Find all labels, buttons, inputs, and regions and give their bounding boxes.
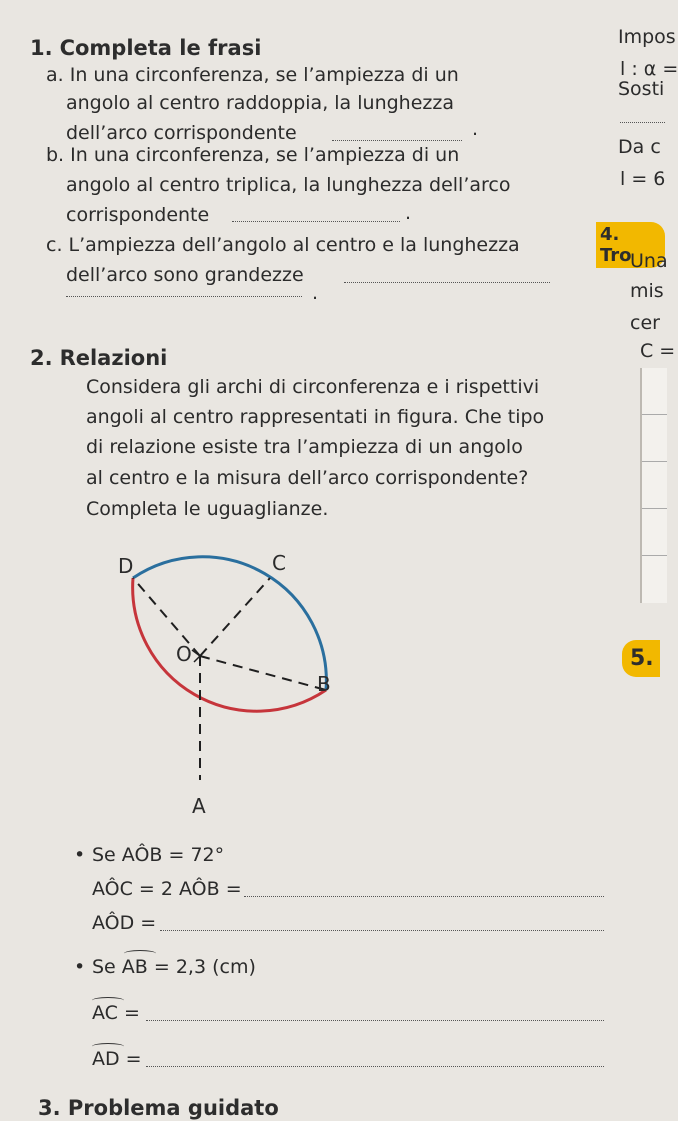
ex1-b-line1: b. In una circonferenza, se l’ampiezza di un [46, 144, 460, 166]
side-text-9: C = [640, 340, 676, 362]
circle-arcs-figure [90, 550, 390, 820]
figure-label-o: O [176, 642, 192, 666]
ex1-b-line3: corrispondente [66, 204, 210, 226]
given-angle-aob: Se AÔB = 72° [92, 844, 225, 866]
ex1-c-period: . [312, 282, 319, 304]
equation-aod: AÔD = [92, 912, 157, 934]
exercise-5-badge: 5. [622, 640, 660, 677]
arc-ad-overline [92, 1043, 124, 1050]
exercise-3-title: Problema guidato [67, 1096, 279, 1120]
side-text-5: l = 6 [620, 168, 666, 190]
ex1-c-line1: c. L’ampiezza dell’angolo al centro e la lunghezza [46, 234, 520, 256]
ex1-b-period: . [405, 202, 412, 224]
radius-oc [200, 578, 270, 656]
arc-db [133, 557, 326, 690]
given-arc-ab [92, 958, 256, 977]
equation-aod-blank[interactable] [160, 930, 604, 931]
ex1-a-period: . [472, 118, 479, 140]
side-text-4: Da c [618, 136, 661, 158]
ex1-a-line2: angolo al centro raddoppia, la lunghezza [66, 92, 454, 114]
ex1-c-answer-blank-2[interactable] [66, 296, 302, 297]
bullet-2: • [74, 956, 86, 978]
given-arc-suffix: = 2,3 (cm) [147, 956, 256, 978]
ex1-b-line2: angolo al centro triplica, la lunghezza dell’arco [66, 174, 511, 196]
arc-ac-symbol: AC [92, 1002, 118, 1024]
ex2-paragraph-5: Completa le uguaglianze. [86, 498, 329, 520]
exercise-3-heading [38, 1096, 279, 1120]
exercise-2-title: Relazioni [59, 346, 168, 370]
bullet-1: • [74, 844, 86, 866]
exercise-1-number: 1. [30, 36, 53, 60]
exercise-2-number: 2. [30, 346, 53, 370]
ex1-c-answer-blank-1[interactable] [344, 282, 550, 283]
side-text-7: mis [630, 280, 664, 302]
figure-label-a: A [192, 794, 206, 818]
arc-ac-overline [92, 997, 124, 1004]
arc-ac-eq: = [117, 1002, 140, 1024]
ex2-paragraph-4: al centro e la misura dell’arco corrispondente? [86, 467, 529, 489]
equation-aoc: AÔC = 2 AÔB = [92, 878, 242, 900]
ex1-a-line3: dell’arco corrispondente [66, 122, 297, 144]
figure-label-b: B [317, 672, 331, 696]
arc-ad-symbol: AD [92, 1048, 120, 1070]
ex1-b-answer-blank[interactable] [232, 221, 400, 222]
radius-ob [200, 656, 326, 690]
given-arc-prefix: Se [92, 956, 122, 978]
side-text-1: Impos [618, 26, 676, 48]
figure-label-d: D [118, 554, 134, 578]
ex2-paragraph-2: angoli al centro rappresentati in figura. Che tipo [86, 406, 545, 428]
ex1-a-answer-blank[interactable] [332, 140, 462, 141]
ex2-paragraph-3: di relazione esiste tra l’ampiezza di un angolo [86, 436, 523, 458]
side-text-8: cer [630, 312, 660, 334]
arc-ad-eq: = [119, 1048, 142, 1070]
figure-label-c: C [272, 551, 286, 575]
side-text-6: Una [630, 250, 668, 272]
side-blank-1 [620, 122, 665, 123]
side-text-3: Sosti [618, 78, 665, 100]
exercise-1-badge [30, 36, 261, 60]
ex1-c-line2: dell’arco sono grandezze [66, 264, 304, 286]
side-text-2: l : α = [620, 58, 678, 80]
arc-ab-symbol: AB [121, 956, 148, 978]
equation-arc-ac-blank[interactable] [146, 1020, 604, 1021]
ex1-a-line1: a. In una circonferenza, se l’ampiezza di un [46, 64, 459, 86]
arc-ab-overline [124, 950, 156, 957]
equation-arc-ad-blank[interactable] [146, 1066, 604, 1067]
exercise-4-badge: 4. Tro [596, 222, 665, 268]
side-table [640, 368, 667, 603]
exercise-1-title: Completa le frasi [59, 36, 262, 60]
equation-aoc-blank[interactable] [244, 896, 604, 897]
exercise-3-number: 3. [38, 1096, 61, 1120]
equation-arc-ac [92, 1004, 140, 1023]
equation-arc-ad [92, 1050, 142, 1069]
exercise-2-badge [30, 346, 167, 370]
arc-bd [133, 578, 326, 711]
ex2-paragraph-1: Considera gli archi di circonferenza e i rispettivi [86, 376, 540, 398]
